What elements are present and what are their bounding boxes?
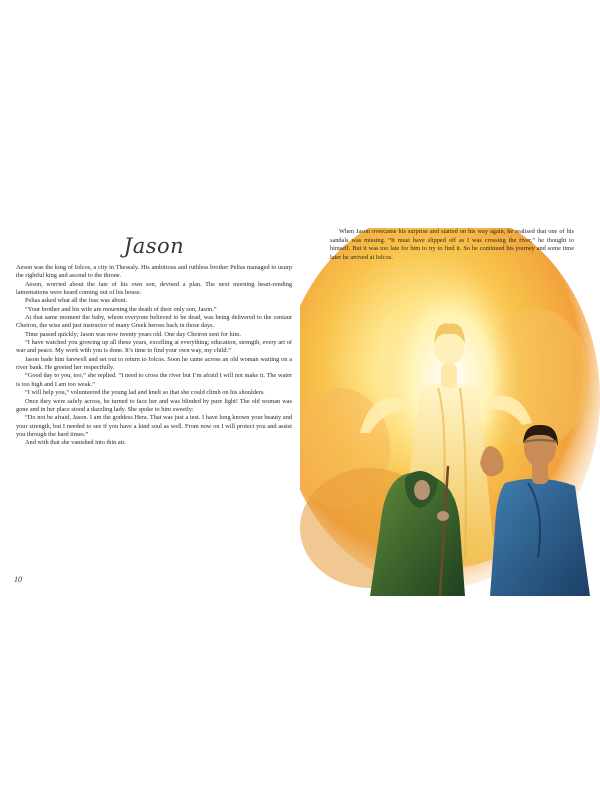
story-body <box>16 264 292 448</box>
paragraph: Pelias asked what all the fuss was about. <box>25 297 128 305</box>
paragraph: “Good day to you, too,” she replied. “I need to cross the river but I’m afraid I will not make it. The water is too high and I am too weak.” <box>16 372 292 388</box>
right-page-text <box>330 228 574 262</box>
paragraph: “Do not be afraid, Jason. I am the goddess Hera. That was just a test. I have long known your beauty and your strength, but I needed to see if you have a kind soul as well. From now on I will protect you and assist you through the hard times.” <box>16 414 292 438</box>
left-page-column <box>16 234 292 448</box>
paragraph: And with that she vanished into thin air. <box>25 439 126 447</box>
hera-illustration <box>300 228 600 596</box>
paragraph: Aeson was the king of Iolcos, a city in Thessaly. His ambitious and ruthless brother Pelias managed to usurp the rightful king and ascend to the throne. <box>16 264 292 280</box>
paragraph: Once they were safely across, he turned to face her and was blinded by pure light! The old woman was gone and in her place stood a dazzling lady. She spoke to him sweetly: <box>16 397 292 413</box>
paragraph: Jason bade him farewell and set out to return to Iolcos. Soon he came across an old woman waiting on a river bank. He greeted her respectfully. <box>16 355 292 372</box>
paragraph: At that same moment the baby, whom everyone believed to be dead, was being delivered to the centaur Cheiron, the wise and just instructor of many Greek heroes back in those days. <box>16 314 292 330</box>
paragraph: Aeson, worried about the fate of his own son, devised a plan. The next morning heart-rending lamentations were heard coming out of his house. <box>16 280 292 297</box>
paragraph: “I will help you,” volunteered the young lad and knelt so that she could climb on his shoulders. <box>25 389 265 397</box>
paragraph: When Jason overcame his surprise and started on his way again, he realised that one of his sandals was missing. “It must have slipped off as I was crossing the river,” he thought to himself. But it was too late for him to try to find it. So he continued his journey and some time later he arrived at Iolcos. <box>330 228 574 261</box>
paragraph: Time passed quickly; Jason was now twenty years old. One day Cheiron sent for him. <box>25 330 241 338</box>
page-number: 10 <box>14 575 22 584</box>
paragraph: “Your brother and his wife are mourning the death of their only son, Jason.” <box>25 305 217 313</box>
chapter-title: Jason <box>123 234 185 258</box>
paragraph: “I have watched you growing up all these years, excelling at everything; education, strength, every art of war and peace. My work with you is done. It’s time to find your own way, my child.” <box>16 339 292 355</box>
chapter-title-row <box>16 234 292 258</box>
